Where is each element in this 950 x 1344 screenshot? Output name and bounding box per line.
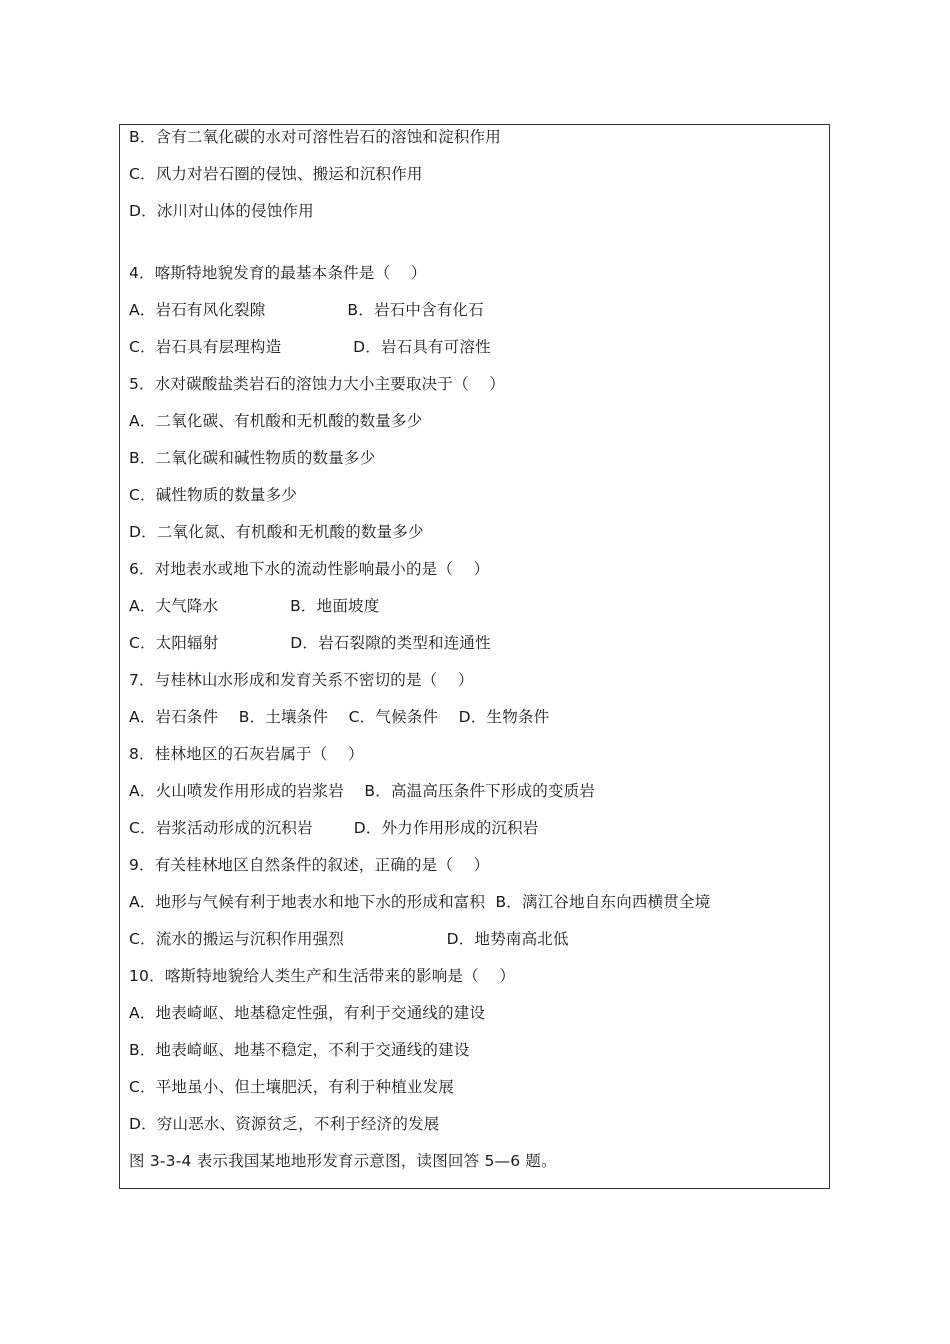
option-d-q3: D．冰川对山体的侵蚀作用 — [129, 202, 314, 220]
option-b-q5: B．二氧化碳和碱性物质的数量多少 — [129, 449, 376, 467]
question-box — [119, 124, 830, 1189]
options-cd-q4: C．岩石具有层理构造 D．岩石具有可溶性 — [129, 338, 491, 356]
question-10: 10．喀斯特地貌给人类生产和生活带来的影响是（ ） — [129, 967, 516, 985]
options-q7: A．岩石条件 B．土壤条件 C．气候条件 D．生物条件 — [129, 708, 550, 726]
question-7: 7．与桂林山水形成和发育关系不密切的是（ ） — [129, 671, 474, 689]
options-cd-q6: C．太阳辐射 D．岩石裂隙的类型和连通性 — [129, 634, 491, 652]
option-b-q3: B．含有二氧化碳的水对可溶性岩石的溶蚀和淀积作用 — [129, 128, 501, 146]
option-a-q10: A．地表崎岖、地基稳定性强，有利于交通线的建设 — [129, 1004, 486, 1022]
option-a-q5: A．二氧化碳、有机酸和无机酸的数量多少 — [129, 412, 423, 430]
option-c-q5: C．碱性物质的数量多少 — [129, 486, 298, 504]
option-c-q10: C．平地虽小、但土壤肥沃，有利于种植业发展 — [129, 1078, 455, 1096]
option-c-q3: C．风力对岩石圈的侵蚀、搬运和沉积作用 — [129, 165, 423, 183]
option-d-q5: D．二氧化氮、有机酸和无机酸的数量多少 — [129, 523, 424, 541]
question-4: 4．喀斯特地貌发育的最基本条件是（ ） — [129, 264, 427, 282]
options-ab-q4: A．岩石有风化裂隙 B．岩石中含有化石 — [129, 301, 484, 319]
figure-caption: 图 3-3-4 表示我国某地地形发育示意图，读图回答 5—6 题。 — [129, 1152, 557, 1170]
option-b-q10: B．地表崎岖、地基不稳定，不利于交通线的建设 — [129, 1041, 470, 1059]
options-ab-q6: A．大气降水 B．地面坡度 — [129, 597, 380, 615]
question-8: 8．桂林地区的石灰岩属于（ ） — [129, 745, 364, 763]
options-ab-q8: A．火山喷发作用形成的岩浆岩 B．高温高压条件下形成的变质岩 — [129, 782, 596, 800]
question-5: 5．水对碳酸盐类岩石的溶蚀力大小主要取决于（ ） — [129, 375, 505, 393]
question-6: 6．对地表水或地下水的流动性影响最小的是（ ） — [129, 560, 490, 578]
question-9: 9．有关桂林地区自然条件的叙述，正确的是（ ） — [129, 856, 490, 874]
options-cd-q9: C．流水的搬运与沉积作用强烈 D．地势南高北低 — [129, 930, 569, 948]
options-cd-q8: C．岩浆活动形成的沉积岩 D．外力作用形成的沉积岩 — [129, 819, 539, 837]
options-ab-q9: A．地形与气候有利于地表水和地下水的形成和富积 B．漓江谷地自东向西横贯全境 — [129, 893, 711, 911]
option-d-q10: D．穷山恶水、资源贫乏，不利于经济的发展 — [129, 1115, 440, 1133]
